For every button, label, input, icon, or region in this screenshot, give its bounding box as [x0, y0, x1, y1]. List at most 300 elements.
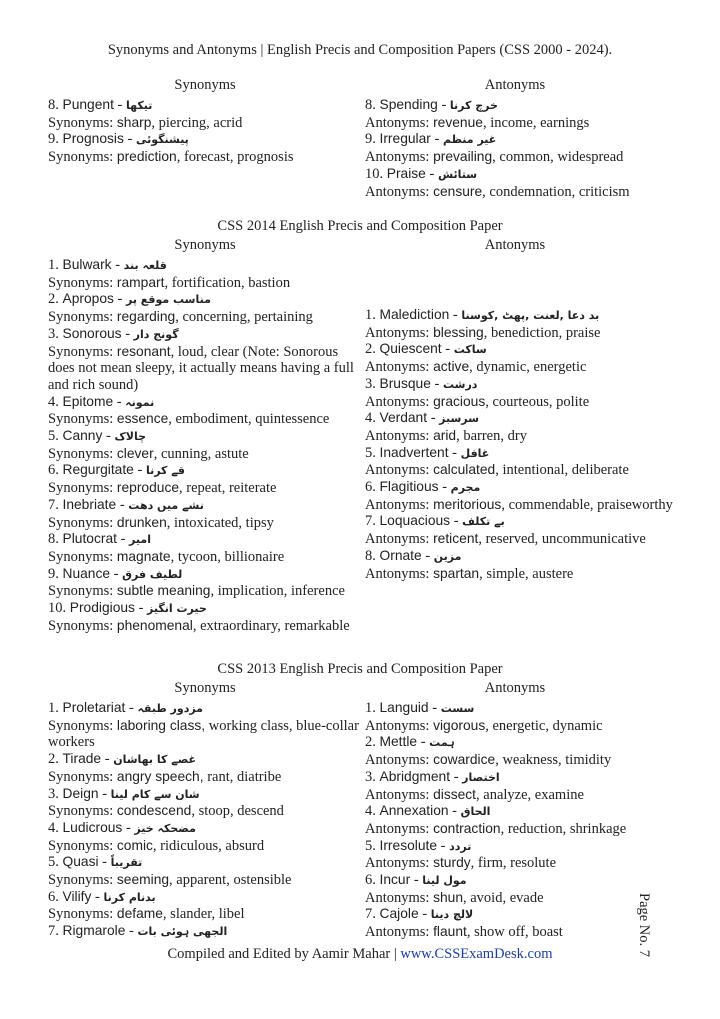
vocab-definition-line [365, 821, 685, 838]
section-title-2014: CSS 2014 English Precis and Composition Paper [217, 218, 503, 234]
urdu-meaning: ساکت [453, 343, 487, 357]
other-words: , show off, boast [466, 924, 563, 941]
other-words: , barren, dry [456, 427, 527, 444]
definition-label: Synonyms: [48, 309, 114, 326]
vocab-definition-line [365, 149, 685, 166]
definition-label: Synonyms: [48, 548, 114, 565]
vocab-term: Regurgitate [62, 462, 134, 478]
primary-word: seeming [116, 872, 170, 888]
primary-word: revenue [433, 114, 483, 130]
vocab-term-line: 6. Flagitious - مجرم [365, 479, 481, 496]
vocab-definition-line [48, 344, 360, 394]
urdu-meaning: سرسبز [439, 412, 479, 426]
primary-word: flaunt [433, 924, 467, 940]
vocab-definition-line [48, 480, 360, 497]
definition-label: Synonyms: [48, 837, 114, 854]
primary-word: sturdy [433, 855, 471, 871]
primary-word: prediction [116, 149, 177, 165]
term-number: 7. [48, 923, 59, 940]
vocab-definition-line [365, 394, 685, 411]
definition-label: Antonyms: [365, 924, 430, 941]
urdu-meaning: مجرم [450, 481, 481, 495]
definition-label: Antonyms: [365, 462, 430, 479]
vocab-definition-line [48, 549, 360, 566]
vocab-term: Languid [379, 700, 429, 715]
primary-word: active [433, 359, 470, 375]
vocab-term-line: 8. Ornate - مزین [365, 547, 462, 564]
urdu-meaning: خرچ کرنا [449, 99, 498, 112]
primary-word: calculated [433, 462, 496, 478]
urdu-meaning: گونج دار [133, 327, 179, 341]
definition-label: Antonyms: [365, 565, 430, 582]
vocab-term-line: 8. Plutocrat - امیر [48, 531, 151, 548]
other-words: , analyze, examine [476, 786, 584, 803]
vocab-term: Rigmarole [62, 923, 126, 939]
urdu-meaning: چالاک [114, 430, 146, 444]
definition-label: Synonyms: [48, 717, 114, 734]
term-number: 1. [365, 700, 376, 716]
vocab-definition-line [48, 275, 360, 292]
urdu-meaning: الحاق [460, 805, 491, 819]
urdu-meaning: تقریباً [110, 856, 143, 870]
definition-label: Synonyms: [48, 583, 114, 600]
vocab-term: Abridgment [379, 768, 451, 784]
vocab-term-line: 9. Irregular - غیر منظم [365, 131, 497, 148]
primary-word: drunken [116, 514, 167, 530]
term-number: 9. [48, 565, 59, 582]
vocab-definition-line [48, 149, 360, 166]
vocab-definition-line [365, 428, 685, 445]
definition-label: Synonyms: [48, 445, 114, 462]
term-number: 7. [365, 906, 376, 923]
definition-label: Antonyms: [365, 855, 430, 872]
term-number: 2. [365, 341, 376, 358]
vocab-term-line: 2. Mettle - ہمت [365, 734, 455, 751]
primary-word: resonant [116, 343, 171, 359]
primary-word: sharp [116, 114, 152, 130]
term-number: 5. [48, 854, 59, 871]
vocab-term: Spending [379, 97, 438, 112]
vocab-term: Pungent [62, 97, 114, 112]
primary-word: vigorous [433, 717, 486, 733]
vocab-definition-line [48, 718, 360, 751]
vocab-term: Quasi [62, 854, 99, 870]
vocab-term: Brusque [379, 375, 431, 391]
primary-word: spartan [433, 565, 480, 581]
other-words: , intoxicated, tipsy [166, 514, 274, 531]
vocab-term: Proletariat [62, 700, 126, 715]
vocab-term-line: 10. Prodigious - حیرت انگیز [48, 600, 207, 617]
definition-label: Antonyms: [365, 427, 430, 444]
top-synonyms-list [48, 97, 360, 166]
page-footer [0, 946, 720, 963]
other-words: , piercing, acrid [151, 114, 243, 131]
term-number: 9. [48, 131, 59, 148]
other-words: , firm, resolute [470, 855, 557, 872]
primary-word: regarding [116, 309, 176, 325]
vocab-definition-line [48, 411, 360, 428]
vocab-term: Inebriate [62, 496, 117, 512]
vocab-term-line: 3. Abridgment - اختصار [365, 768, 500, 785]
vocab-term-line: 10. Praise - ستائش [365, 165, 478, 182]
vocab-term-line: 3. Brusque - درشت [365, 375, 478, 392]
term-number: 5. [365, 444, 376, 461]
definition-label: Antonyms: [365, 324, 430, 341]
other-words: , simple, austere [479, 565, 574, 582]
term-number: 4. [48, 393, 59, 410]
primary-word: essence [116, 411, 169, 427]
primary-word: subtle meaning [116, 583, 211, 599]
term-number: 2. [48, 291, 59, 308]
vocab-definition-line [365, 718, 685, 735]
vocab-term: Bulwark [62, 257, 112, 272]
other-words: , weakness, timidity [495, 752, 612, 769]
vocab-term-line: 2. Quiescent - ساکت [365, 341, 487, 358]
urdu-meaning: شان سے کام لینا [110, 787, 200, 801]
vocab-term-line: 6. Incur - مول لینا [365, 872, 467, 889]
term-number: 4. [48, 819, 59, 836]
other-words: , cunning, astute [153, 445, 249, 462]
primary-word: shun [433, 889, 463, 905]
term-number: 3. [48, 325, 59, 342]
definition-label: Synonyms: [48, 480, 114, 497]
urdu-meaning: مزدور طبقہ [137, 702, 203, 715]
urdu-meaning: نشے میں دھت [128, 498, 204, 512]
other-words: , forecast, prognosis [176, 149, 294, 166]
vocab-term-line: 5. Inadvertent - غافل [365, 444, 490, 461]
vocab-term-line: 8. Pungent - تیکھا [48, 97, 153, 113]
term-number: 6. [365, 479, 376, 496]
other-words: , reserved, uncommunicative [478, 531, 646, 548]
vocab-term: Canny [62, 428, 103, 444]
other-words: , income, earnings [482, 114, 590, 131]
term-number: 6. [48, 888, 59, 905]
vocab-term-line: 1. Languid - سست [365, 700, 475, 716]
definition-label: Antonyms: [365, 393, 430, 410]
urdu-meaning: اختصار [462, 770, 500, 784]
vocab-definition-line [48, 115, 360, 132]
definition-label: Synonyms: [48, 514, 114, 531]
vocab-definition-line [48, 769, 360, 786]
urdu-meaning: بدنام کرنا [103, 890, 156, 904]
vocab-term: Ornate [379, 547, 422, 563]
primary-word: arid [433, 427, 457, 443]
vocab-definition-line [365, 359, 685, 376]
vocab-term-line: 5. Irresolute - تردد [365, 837, 472, 854]
vocab-term: Loquacious [379, 513, 451, 529]
website-link[interactable]: www.CSSExamDesk.com [400, 946, 553, 962]
vocab-term: Irresolute [379, 837, 438, 853]
other-words: , commendable, praiseworthy [501, 496, 673, 513]
vocab-term-line: 7. Cajole - لالچ دینا [365, 906, 474, 923]
term-number: 8. [48, 97, 59, 113]
term-number: 10. [365, 165, 384, 182]
vocab-term: Apropos [62, 291, 114, 307]
term-number: 1. [365, 307, 376, 323]
vocab-term: Mettle [379, 734, 418, 750]
vocab-term: Epitome [62, 393, 114, 409]
urdu-meaning: تردد [449, 839, 472, 853]
primary-word: defame [116, 906, 163, 922]
term-number: 2. [365, 734, 376, 751]
css2014-antonyms-list [365, 307, 685, 582]
definition-label: Antonyms: [365, 149, 430, 166]
definition-label: Antonyms: [365, 717, 430, 734]
definition-label: Antonyms: [365, 889, 430, 906]
urdu-meaning: بے تکلف [462, 515, 505, 529]
vocab-term-line: 6. Vilify - بدنام کرنا [48, 888, 156, 905]
urdu-meaning: مضحکہ خیز [134, 821, 196, 835]
other-words: , reduction, shrinkage [500, 820, 627, 837]
primary-word: dissect [433, 786, 477, 802]
primary-word: cowardice [433, 752, 496, 768]
css2013-synonyms-list [48, 700, 360, 941]
other-words: , stoop, descend [191, 803, 284, 820]
top-synonyms-heading: Synonyms [174, 77, 236, 93]
vocab-term-line: 5. Quasi - تقریباً [48, 854, 143, 871]
definition-label: Antonyms: [365, 820, 430, 837]
urdu-meaning: غیر منظم [442, 133, 497, 147]
urdu-meaning: قلعہ بند [123, 259, 167, 272]
primary-word: meritorious [433, 496, 502, 512]
definition-label: Synonyms: [48, 872, 114, 889]
urdu-meaning: قے کرنا [145, 464, 185, 478]
vocab-term-line: 4. Verdant - سرسبز [365, 410, 479, 427]
term-number: 9. [365, 131, 376, 148]
primary-word: blessing [433, 324, 484, 340]
css2014-synonyms-list [48, 257, 360, 634]
definition-label: Synonyms: [48, 617, 114, 634]
primary-word: comic [116, 837, 153, 853]
term-number: 3. [365, 375, 376, 392]
vocab-term-line: 6. Regurgitate - قے کرنا [48, 462, 185, 479]
vocab-definition-line [365, 855, 685, 872]
vocab-definition-line [48, 309, 360, 326]
urdu-meaning: مناسب موقع پر [125, 293, 211, 307]
term-number: 8. [365, 547, 376, 564]
vocab-term: Deign [62, 785, 99, 801]
vocab-term: Annexation [379, 803, 449, 819]
term-number: 4. [365, 803, 376, 820]
urdu-meaning: سست [440, 702, 475, 715]
term-number: 5. [365, 837, 376, 854]
term-number: 8. [365, 97, 376, 113]
definition-label: Synonyms: [48, 768, 114, 785]
term-number: 3. [48, 785, 59, 802]
vocab-term-line: 7. Inebriate - نشے میں دھت [48, 496, 204, 513]
other-words: , slander, libel [162, 906, 245, 923]
urdu-meaning: الجھی ہوئی بات [137, 925, 228, 939]
urdu-meaning: غافل [460, 446, 490, 460]
vocab-term: Nuance [62, 565, 111, 581]
vocab-definition-line [48, 515, 360, 532]
definition-label: Synonyms: [48, 274, 114, 291]
vocab-term: Flagitious [379, 479, 439, 495]
urdu-meaning: پیشنگوئی [135, 133, 189, 147]
other-words: , courteous, polite [485, 393, 590, 410]
other-words: , fortification, bastion [164, 274, 291, 291]
urdu-meaning: بد دعا ,لعنت ,پھٹ ,کوسنا [461, 309, 600, 322]
vocab-term-line: 4. Annexation - الحاق [365, 803, 491, 820]
other-words: , dynamic, energetic [469, 359, 587, 376]
urdu-meaning: ہمت [429, 736, 455, 750]
vocab-term-line: 3. Deign - شان سے کام لینا [48, 785, 200, 802]
urdu-meaning: تیکھا [126, 99, 153, 112]
term-number: 6. [365, 872, 376, 889]
vocab-term: Ludicrous [62, 819, 123, 835]
vocab-term-line: 2. Tirade - غصے کا بھاشان [48, 751, 197, 768]
vocab-definition-line [365, 325, 685, 342]
primary-word: condescend [116, 803, 192, 819]
vocab-term-line: 4. Epitome - نمونہ [48, 393, 155, 410]
definition-label: Synonyms: [48, 803, 114, 820]
vocab-term: Plutocrat [62, 531, 117, 547]
definition-label: Antonyms: [365, 531, 430, 548]
term-number: 1. [48, 700, 59, 716]
urdu-meaning: لطیف فرق [122, 567, 183, 581]
other-words: , benediction, praise [483, 324, 601, 341]
vocab-definition-line [365, 752, 685, 769]
vocab-term: Incur [379, 872, 411, 888]
vocab-term-line: 9. Nuance - لطیف فرق [48, 565, 183, 582]
footer-credit: Compiled and Edited by Aamir Mahar | [167, 946, 401, 962]
vocab-term-line: 8. Spending - خرچ کرنا [365, 97, 498, 113]
definition-label: Synonyms: [48, 149, 114, 166]
term-number: 3. [365, 768, 376, 785]
vocab-term-line: 1. Malediction - بد دعا ,لعنت ,پھٹ ,کوسنا [365, 307, 600, 323]
vocab-definition-line [365, 787, 685, 804]
vocab-term: Malediction [379, 307, 450, 322]
primary-word: contraction [433, 820, 501, 836]
vocab-term: Cajole [379, 906, 419, 922]
vocab-definition-line [365, 184, 685, 201]
term-number: 7. [48, 496, 59, 513]
vocab-definition-line [365, 566, 685, 583]
other-words: , embodiment, quintessence [168, 411, 330, 428]
term-number: 5. [48, 428, 59, 445]
primary-word: censure [433, 183, 483, 199]
vocab-term: Inadvertent [379, 444, 449, 460]
definition-label: Antonyms: [365, 496, 430, 513]
definition-label: Synonyms: [48, 343, 114, 360]
other-words: , repeat, reiterate [179, 480, 277, 497]
other-words: , implication, inference [210, 583, 345, 600]
other-words: rant, diatribe [203, 768, 282, 785]
term-number: 10. [48, 600, 67, 617]
primary-word: prevailing [433, 149, 493, 165]
term-number: 8. [48, 531, 59, 548]
term-number: 2. [48, 751, 59, 768]
css2014-antonyms-heading: Antonyms [484, 237, 546, 253]
other-words: , energetic, dynamic [485, 717, 603, 734]
vocab-definition-line [365, 531, 685, 548]
primary-word: gracious [433, 393, 486, 409]
term-number: 1. [48, 257, 59, 273]
vocab-term-line: 7. Loquacious - بے تکلف [365, 513, 505, 530]
vocab-term: Prodigious [69, 600, 135, 616]
definition-label: Synonyms: [48, 114, 114, 131]
vocab-definition-line [365, 497, 685, 514]
definition-label: Antonyms: [365, 359, 430, 376]
term-number: 4. [365, 410, 376, 427]
vocab-term: Praise [386, 165, 426, 181]
definition-label: Antonyms: [365, 183, 430, 200]
other-words: , intentional, deliberate [495, 462, 629, 479]
vocab-term-line: 4. Ludicrous - مضحکہ خیز [48, 819, 196, 836]
vocab-definition-line [48, 906, 360, 923]
vocab-definition-line [48, 838, 360, 855]
primary-word: reproduce [116, 480, 180, 496]
vocab-term: Sonorous [62, 325, 122, 341]
top-antonyms-list [365, 97, 685, 200]
urdu-meaning: مزین [433, 549, 462, 563]
vocab-term: Prognosis [62, 131, 124, 147]
css2013-antonyms-heading: Antonyms [484, 680, 546, 696]
vocab-term: Verdant [379, 410, 428, 426]
primary-word: reticent [433, 531, 479, 547]
vocab-term: Tirade [62, 751, 102, 767]
vocab-definition-line [48, 618, 360, 635]
urdu-meaning: حیرت انگیز [147, 602, 207, 616]
vocab-term: Vilify [62, 888, 92, 904]
section-title-2013: CSS 2013 English Precis and Composition Paper [217, 661, 503, 677]
vocab-term-line: 7. Rigmarole - الجھی ہوئی بات [48, 923, 228, 940]
term-number: 6. [48, 462, 59, 479]
vocab-definition-line [365, 462, 685, 479]
primary-word: phenomenal [116, 617, 193, 633]
vocab-definition-line [48, 803, 360, 820]
primary-word: angry speech, [116, 768, 204, 784]
other-words: , concerning, pertaining [175, 309, 313, 326]
page-header: Synonyms and Antonyms | English Precis and Composition Papers (CSS 2000 - 2024). [107, 42, 613, 58]
other-words: , apparent, ostensible [169, 872, 292, 889]
css2014-synonyms-heading: Synonyms [174, 237, 236, 253]
other-words: , ridiculous, absurd [152, 837, 265, 854]
urdu-meaning: ستائش [437, 167, 478, 181]
urdu-meaning: نمونہ [125, 395, 155, 409]
definition-label: Antonyms: [365, 752, 430, 769]
vocab-term-line: 5. Canny - چالاک [48, 428, 146, 445]
css2013-synonyms-heading: Synonyms [174, 680, 236, 696]
vocab-term: Irregular [379, 131, 431, 147]
vocab-definition-line [365, 115, 685, 132]
term-number: 7. [365, 513, 376, 530]
primary-word: rampart [116, 274, 165, 290]
other-words: , extraordinary, remarkable [192, 617, 350, 634]
vocab-definition-line [48, 446, 360, 463]
urdu-meaning: لالچ دینا [430, 908, 474, 922]
other-words: , avoid, evade [463, 889, 544, 906]
definition-label: Synonyms: [48, 411, 114, 428]
vocab-term-line: 3. Sonorous - گونج دار [48, 325, 179, 342]
page-number: Page No. 7 [636, 893, 652, 958]
definition-label: Antonyms: [365, 114, 430, 131]
other-words: , condemnation, criticism [482, 183, 630, 200]
other-words: , loud, clear (Note: Sonorous does not mean sleepy, it actually means having a full and rich sound) [48, 343, 354, 393]
vocab-definition-line [48, 872, 360, 889]
definition-label: Synonyms: [48, 906, 114, 923]
vocab-definition-line [48, 583, 360, 600]
vocab-term-line: 2. Apropos - مناسب موقع پر [48, 291, 211, 308]
other-words: working class, blue-collar workers [48, 717, 359, 751]
vocab-term-line: 1. Bulwark - قلعہ بند [48, 257, 167, 273]
other-words: , tycoon, billionaire [170, 548, 285, 565]
urdu-meaning: درشت [442, 377, 478, 391]
urdu-meaning: غصے کا بھاشان [113, 753, 197, 767]
primary-word: clever [116, 445, 154, 461]
vocab-term: Quiescent [379, 341, 442, 357]
primary-word: laboring class, [116, 717, 206, 733]
